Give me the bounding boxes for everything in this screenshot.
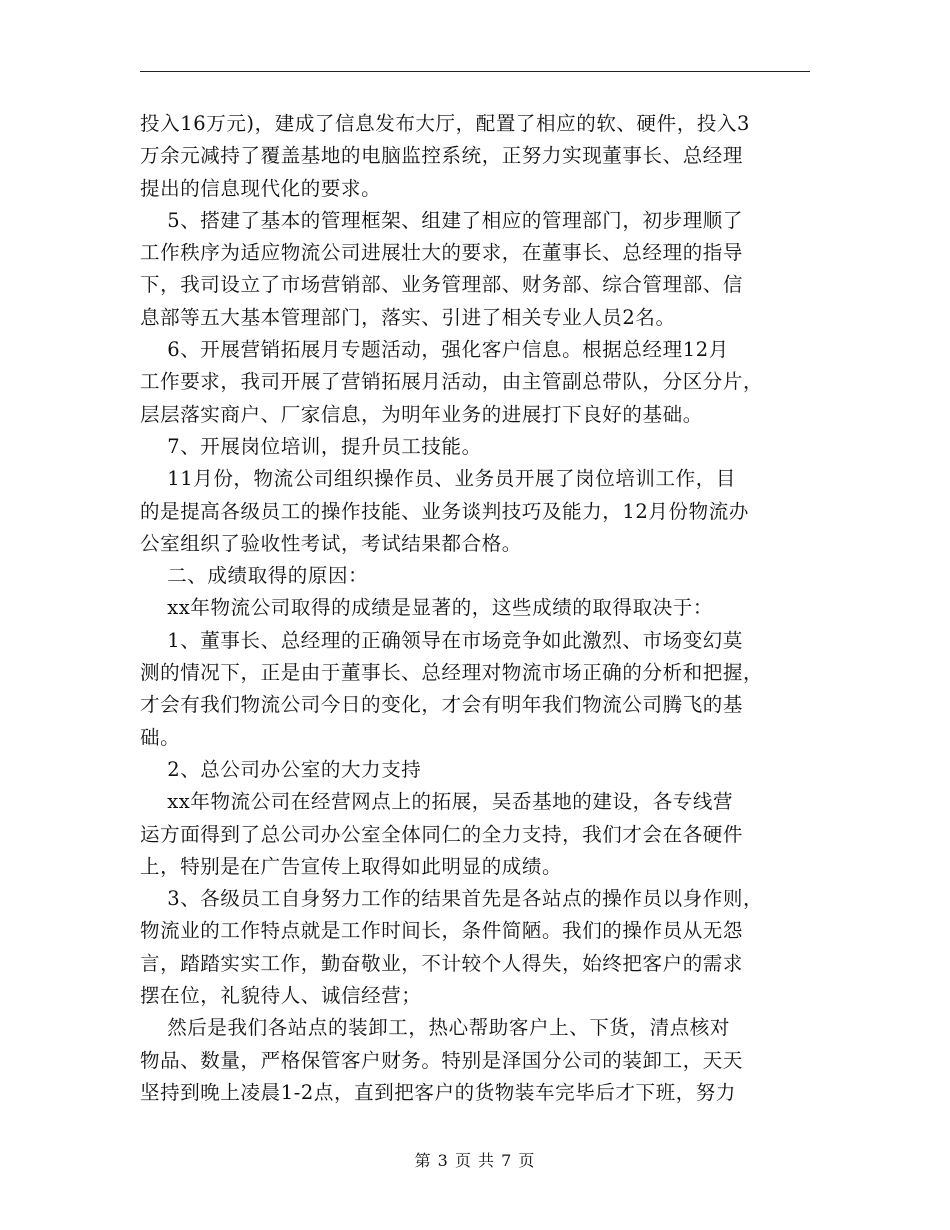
text-line: 然后是我们各站点的装卸工，热心帮助客户上、下货，清点核对: [140, 1016, 731, 1040]
text-line: 3、各级员工自身努力工作的结果首先是各站点的操作员以身作则，: [140, 887, 764, 911]
text-line: 1、董事长、总经理的正确领导在市场竞争如此激烈、市场变幻莫: [140, 628, 744, 652]
text-line: 万余元减持了覆盖基地的电脑监控系统，正努力实现董事长、总经理: [140, 144, 744, 168]
text-line: 物流业的工作特点就是工作时间长，条件简陋。我们的操作员从无怨: [140, 919, 744, 943]
text-line: 下，我司设立了市场营销部、业务管理部、财务部、综合管理部、信: [140, 273, 744, 297]
text-line: 础。: [140, 725, 181, 749]
text-line: 投入16万元)，建成了信息发布大厅，配置了相应的软、硬件，投入3: [140, 112, 751, 135]
text-line: 言，踏踏实实工作，勤奋敬业，不计较个人得失，始终把客户的需求: [140, 951, 744, 975]
text-line: 7、开展岗位培训，提升员工技能。: [140, 434, 482, 458]
text-line: 提出的信息现代化的要求。: [140, 176, 382, 200]
text-line: 物品、数量，严格保管客户财务。特别是泽国分公司的装卸工，天天: [140, 1048, 744, 1072]
text-line: 工作秩序为适应物流公司进展壮大的要求，在董事长、总经理的指导: [140, 241, 744, 265]
text-line: 11月份，物流公司组织操作员、业务员开展了岗位培训工作，目: [140, 467, 736, 491]
text-line: 公室组织了验收性考试，考试结果都合格。: [140, 531, 522, 555]
text-line: xx年物流公司在经营网点上的拓展，吴岙基地的建设，各专线营: [140, 790, 734, 814]
text-line: 坚持到晚上凌晨1-2点，直到把客户的货物装车完毕后才下班，努力: [140, 1080, 737, 1104]
text-line: 二、成绩取得的原因：: [140, 564, 369, 588]
text-line: 摆在位，礼貌待人、诚信经营；: [140, 984, 422, 1008]
text-line: 层层落实商户、厂家信息，为明年业务的进展打下良好的基础。: [140, 402, 703, 426]
text-line: 才会有我们物流公司今日的变化，才会有明年我们物流公司腾飞的基: [140, 693, 744, 717]
text-line: 工作要求，我司开展了营销拓展月活动，由主管副总带队，分区分片，: [140, 370, 764, 394]
text-line: xx年物流公司取得的成绩是显著的，这些成绩的取得取决于：: [140, 596, 713, 620]
page-footer: [0, 1148, 950, 1171]
text-line: 上，特别是在广告宣传上取得如此明显的成绩。: [140, 854, 563, 878]
text-line: 5、搭建了基本的管理框架、组建了相应的管理部门，初步理顺了: [140, 208, 744, 232]
text-line: 运方面得到了总公司办公室全体同仁的全力支持，我们才会在各硬件: [140, 822, 744, 846]
page-number-label: 第 3 页 共 7 页: [414, 1151, 536, 1170]
text-line: 息部等五大基本管理部门，落实、引进了相关专业人员2名。: [140, 305, 676, 329]
document-body: [140, 108, 815, 1109]
text-line: 6、开展营销拓展月专题活动，强化客户信息。根据总经理12月: [140, 338, 729, 362]
text-line: 的是提高各级员工的操作技能、业务谈判技巧及能力，12月份物流办: [140, 499, 749, 523]
header-rule: [140, 71, 810, 72]
text-line: 2、总公司办公室的大力支持: [140, 757, 422, 781]
text-line: 测的情况下，正是由于董事长、总经理对物流市场正确的分析和把握，: [140, 661, 764, 685]
